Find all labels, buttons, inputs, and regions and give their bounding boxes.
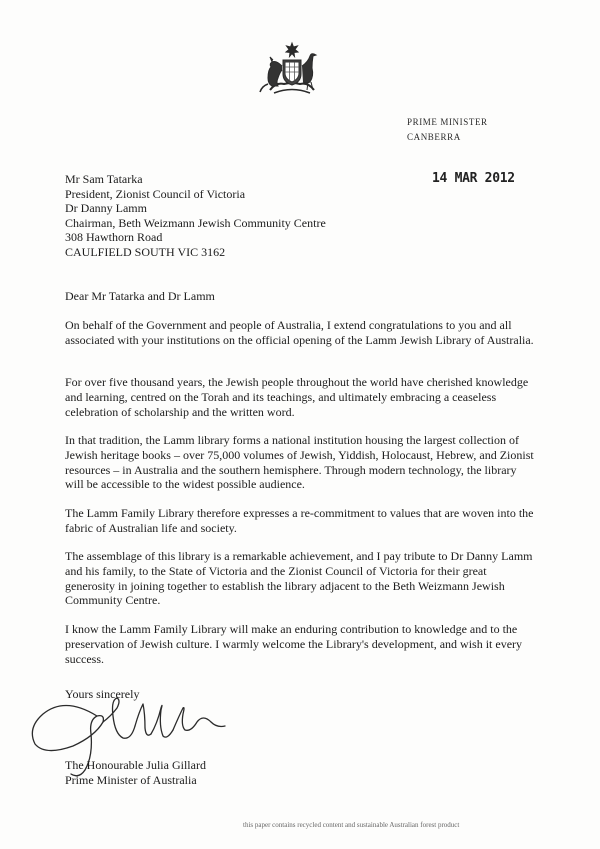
body-paragraph: In that tradition, the Lamm library forms a national institution housing the largest collection of Jewish heritage books – over 75,000 volumes of Jewish, Yiddish, Holocaust, Hebrew, and Zionist resources – in Australia and the southern hemisphere. Through modern technology, the library will be accessible to the widest possible audience. [65,433,534,492]
recipient-line: Dr Danny Lamm [65,201,147,215]
office-letterhead [407,115,488,145]
body-paragraph: The assemblage of this library is a remarkable achievement, and I pay tribute to Dr Danny Lamm and his family, to the State of Victoria and the Zionist Council of Victoria for their great generosity in joining together to establish the library adjacent to the Beth Weizmann Jewish Community Centre. [65,549,533,608]
body-paragraph: For over five thousand years, the Jewish people throughout the world have cherished knowledge and learning, centred on the Torah and its teachings, and ultimately embracing a ceaseless celebration of scholarship and the written word. [65,375,529,419]
closing: Yours sincerely [65,687,140,701]
body-paragraph: I know the Lamm Family Library will make an enduring contribution to knowledge and to the preservation of Jewish culture. I warmly welcome the Library's development, and wish it every success. [65,622,523,666]
signatory-title: Prime Minister of Australia [65,772,197,787]
recipient-line: President, Zionist Council of Victoria [65,186,246,201]
recipient-line: Chairman, Beth Weizmann Jewish Community Centre [65,215,326,230]
recipient-line: CAULFIELD SOUTH VIC 3162 [65,244,226,259]
signatory-block [65,758,206,787]
signatory-name: The Honourable Julia Gillard [65,758,206,772]
australian-coat-of-arms-icon [256,40,328,100]
recipient-line: Mr Sam Tatarka [65,172,143,186]
office-location: CANBERRA [407,132,461,142]
recipient-line: 308 Hawthorn Road [65,230,163,244]
body-paragraph: The Lamm Family Library therefore expresses a re-commitment to values that are woven into the fabric of Australian life and society. [65,506,534,535]
office-title: PRIME MINISTER [407,117,488,127]
recipient-address [65,172,326,259]
paper-footer-note: this paper contains recycled content and sustainable Australian forest product [243,821,460,829]
date-stamp: 14 MAR 2012 [432,171,515,186]
salutation: Dear Mr Tatarka and Dr Lamm [65,289,215,303]
body-paragraph: On behalf of the Government and people of Australia, I extend congratulations to you and all associated with your institutions on the official opening of the Lamm Jewish Library of Australia. [65,318,534,347]
